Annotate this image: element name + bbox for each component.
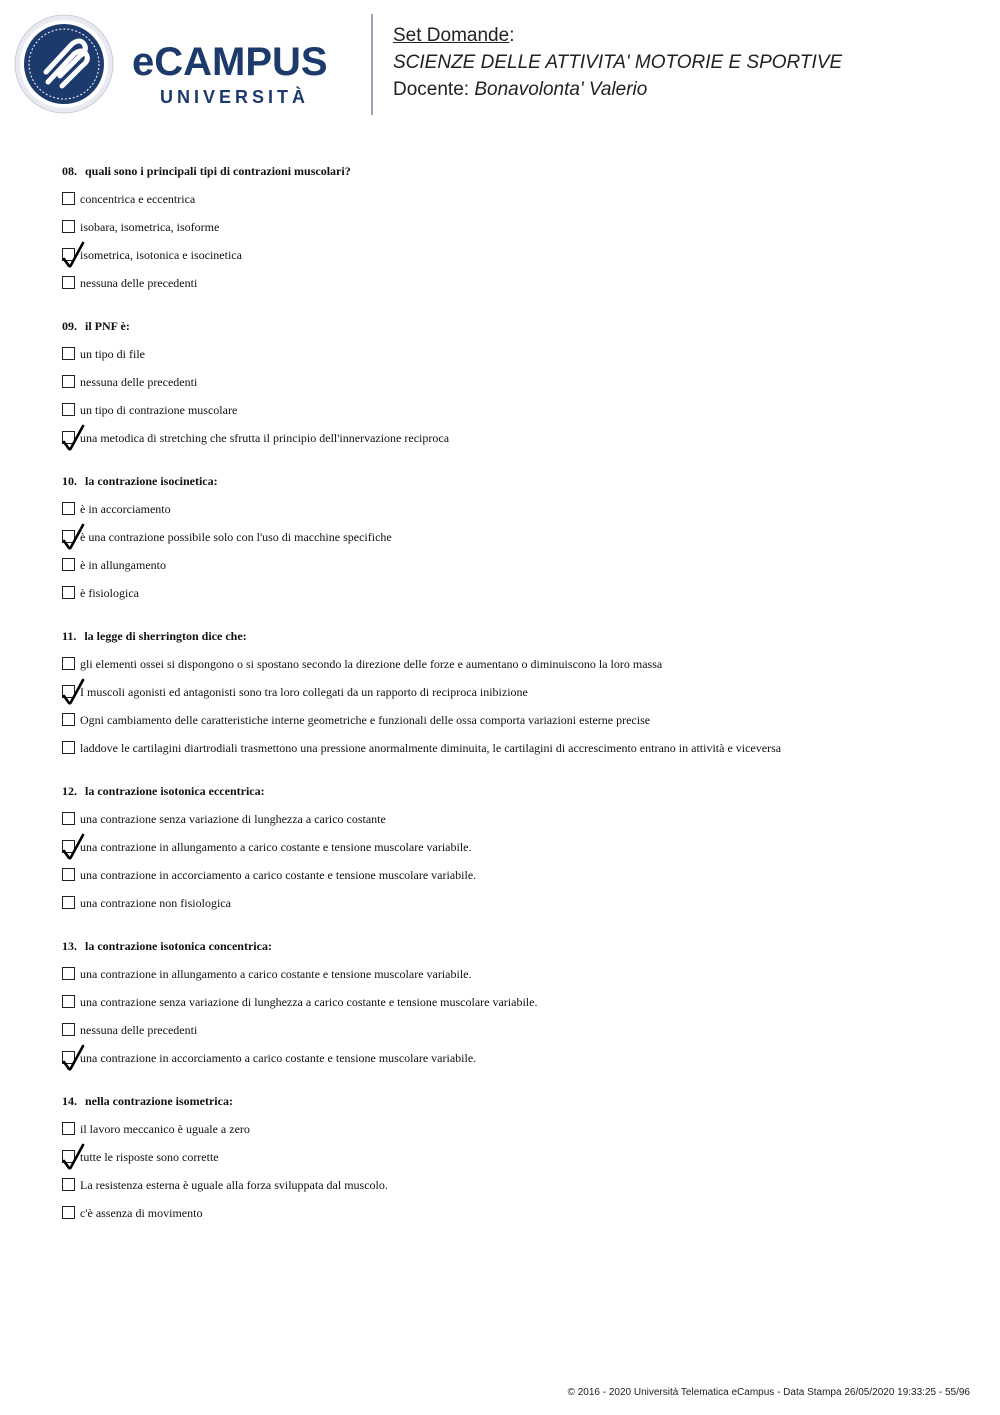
answer-text: isobara, isometrica, isoforme: [80, 220, 220, 234]
answer-checkbox[interactable]: [62, 248, 75, 261]
question-title: [62, 777, 962, 805]
set-colon: :: [509, 25, 515, 46]
answer-option[interactable]: [62, 1115, 962, 1143]
answer-option[interactable]: [62, 523, 962, 551]
answer-checkbox[interactable]: [62, 1206, 75, 1219]
answer-text: isometrica, isotonica e isocinetica: [80, 248, 242, 262]
question-title: [62, 932, 962, 960]
answer-checkbox[interactable]: [62, 530, 75, 543]
header-info: [393, 22, 842, 103]
question-block: [62, 312, 962, 452]
answer-checkbox[interactable]: [62, 741, 75, 754]
answer-option[interactable]: [62, 340, 962, 368]
question-text: nella contrazione isometrica:: [85, 1094, 233, 1108]
set-title: [393, 22, 842, 49]
teacher-label: Docente:: [393, 79, 475, 100]
answer-checkbox[interactable]: [62, 896, 75, 909]
answer-checkbox[interactable]: [62, 840, 75, 853]
answer-text: una contrazione senza variazione di lunghezza a carico costante: [80, 812, 386, 826]
answer-checkbox[interactable]: [62, 995, 75, 1008]
answer-checkbox[interactable]: [62, 347, 75, 360]
answer-text: concentrica e eccentrica: [80, 192, 196, 206]
teacher-name: Bonavolonta' Valerio: [474, 79, 648, 100]
answer-option[interactable]: [62, 861, 962, 889]
answer-checkbox[interactable]: [62, 685, 75, 698]
answer-checkbox[interactable]: [62, 713, 75, 726]
answer-option[interactable]: [62, 241, 962, 269]
answer-text: è una contrazione possibile solo con l'uso di macchine specifiche: [80, 530, 392, 544]
question-block: [62, 467, 962, 607]
answer-text: nessuna delle precedenti: [80, 1023, 198, 1037]
answer-checkbox[interactable]: [62, 967, 75, 980]
answer-text: una contrazione in accorciamento a carico costante e tensione muscolare variabile.: [80, 1051, 477, 1065]
answer-option[interactable]: [62, 734, 962, 762]
answer-checkbox[interactable]: [62, 868, 75, 881]
answer-option[interactable]: [62, 805, 962, 833]
question-number: 13.: [62, 939, 77, 953]
ecampus-seal-logo: [14, 14, 114, 114]
question-block: [62, 932, 962, 1072]
answer-option[interactable]: [62, 833, 962, 861]
answer-checkbox[interactable]: [62, 558, 75, 571]
question-text: la contrazione isotonica eccentrica:: [85, 784, 265, 798]
answer-text: una contrazione in allungamento a carico costante e tensione muscolare variabile.: [80, 840, 472, 854]
question-title: [62, 622, 962, 650]
answer-text: tutte le risposte sono corrette: [80, 1150, 219, 1164]
question-number: 14.: [62, 1094, 77, 1108]
answer-text: una contrazione in allungamento a carico costante e tensione muscolare variabile.: [80, 967, 472, 981]
answer-checkbox[interactable]: [62, 220, 75, 233]
answer-checkbox[interactable]: [62, 1122, 75, 1135]
answer-option[interactable]: [62, 650, 962, 678]
answer-text: è in allungamento: [80, 558, 166, 572]
answer-checkbox[interactable]: [62, 403, 75, 416]
question-block: [62, 622, 962, 762]
answer-text: è in accorciamento: [80, 502, 171, 516]
answer-text: nessuna delle precedenti: [80, 375, 198, 389]
answer-text: gli elementi ossei si dispongono o si spostano secondo la direzione delle forze e aumentano o diminuiscono la loro massa: [80, 657, 663, 671]
answer-checkbox[interactable]: [62, 192, 75, 205]
answer-option[interactable]: [62, 1016, 962, 1044]
answer-text: una metodica di stretching che sfrutta il principio dell'innervazione reciproca: [80, 431, 450, 445]
answer-option[interactable]: [62, 1143, 962, 1171]
answer-checkbox[interactable]: [62, 586, 75, 599]
course-name: SCIENZE DELLE ATTIVITA' MOTORIE E SPORTIVE: [393, 52, 843, 73]
answer-text: laddove le cartilagini diartrodiali trasmettono una pressione anormalmente diminuita, le cartilagini di accrescimento entrano in attività e viceversa: [80, 741, 782, 755]
question-list: [62, 157, 962, 1242]
answer-text: La resistenza esterna è uguale alla forza sviluppata dal muscolo.: [80, 1178, 388, 1192]
answer-option[interactable]: [62, 495, 962, 523]
answer-checkbox[interactable]: [62, 431, 75, 444]
brand-name: eCAMPUS: [132, 40, 328, 84]
answer-option[interactable]: [62, 889, 962, 917]
question-title: [62, 1087, 962, 1115]
answer-checkbox[interactable]: [62, 1051, 75, 1064]
answer-checkbox[interactable]: [62, 1178, 75, 1191]
answer-option[interactable]: [62, 396, 962, 424]
answer-text: c'è assenza di movimento: [80, 1206, 203, 1220]
page-header: [0, 0, 1000, 130]
answer-checkbox[interactable]: [62, 502, 75, 515]
answer-option[interactable]: [62, 551, 962, 579]
question-text: il PNF è:: [85, 319, 130, 333]
question-title: [62, 467, 962, 495]
answer-checkbox[interactable]: [62, 276, 75, 289]
answer-text: una contrazione senza variazione di lunghezza a carico costante e tensione muscolare variabile.: [80, 995, 538, 1009]
set-label: Set Domande: [393, 25, 510, 46]
question-number: 10.: [62, 474, 77, 488]
answer-text: una contrazione non fisiologica: [80, 896, 231, 910]
answer-option[interactable]: [62, 1044, 962, 1072]
answer-option[interactable]: [62, 368, 962, 396]
answer-option[interactable]: [62, 678, 962, 706]
answer-text: un tipo di contrazione muscolare: [80, 403, 238, 417]
question-text: la contrazione isotonica concentrica:: [85, 939, 272, 953]
answer-option[interactable]: [62, 1171, 962, 1199]
answer-text: un tipo di file: [80, 347, 145, 361]
answer-text: Ogni cambiamento delle caratteristiche interne geometriche e funzionali delle ossa comporta variazioni esterne precise: [80, 713, 651, 727]
question-number: 12.: [62, 784, 77, 798]
brand-subtitle: UNIVERSITÀ: [160, 87, 310, 107]
answer-checkbox[interactable]: [62, 1150, 75, 1163]
answer-checkbox[interactable]: [62, 375, 75, 388]
answer-option[interactable]: [62, 269, 962, 297]
page-footer: © 2016 - 2020 Università Telematica eCampus - Data Stampa 26/05/2020 19:33:25 - 55/96: [567, 1387, 970, 1398]
question-block: [62, 157, 962, 297]
question-text: quali sono i principali tipi di contrazioni muscolari?: [85, 164, 351, 178]
answer-option[interactable]: [62, 213, 962, 241]
question-title: [62, 312, 962, 340]
question-block: [62, 777, 962, 917]
ecampus-wordmark: [132, 38, 357, 118]
question-block: [62, 1087, 962, 1227]
answer-option[interactable]: [62, 185, 962, 213]
answer-option[interactable]: [62, 988, 962, 1016]
answer-text: una contrazione in accorciamento a carico costante e tensione muscolare variabile.: [80, 868, 477, 882]
answer-checkbox[interactable]: [62, 812, 75, 825]
question-text: la contrazione isocinetica:: [85, 474, 218, 488]
answer-text: è fisiologica: [80, 586, 139, 600]
answer-checkbox[interactable]: [62, 657, 75, 670]
question-title: [62, 157, 962, 185]
answer-checkbox[interactable]: [62, 1023, 75, 1036]
answer-option[interactable]: [62, 579, 962, 607]
question-number: 08.: [62, 164, 77, 178]
answer-text: il lavoro meccanico è uguale a zero: [80, 1122, 250, 1136]
question-number: 09.: [62, 319, 77, 333]
teacher-line: [393, 76, 842, 103]
answer-option[interactable]: [62, 1199, 962, 1227]
answer-option[interactable]: [62, 960, 962, 988]
question-number: 11.: [62, 629, 77, 643]
answer-option[interactable]: [62, 706, 962, 734]
answer-text: nessuna delle precedenti: [80, 276, 198, 290]
question-text: la legge di sherrington dice che:: [84, 629, 247, 643]
answer-text: I muscoli agonisti ed antagonisti sono tra loro collegati da un rapporto di reciproca inibizione: [80, 685, 528, 699]
answer-option[interactable]: [62, 424, 962, 452]
header-divider: [371, 14, 373, 115]
